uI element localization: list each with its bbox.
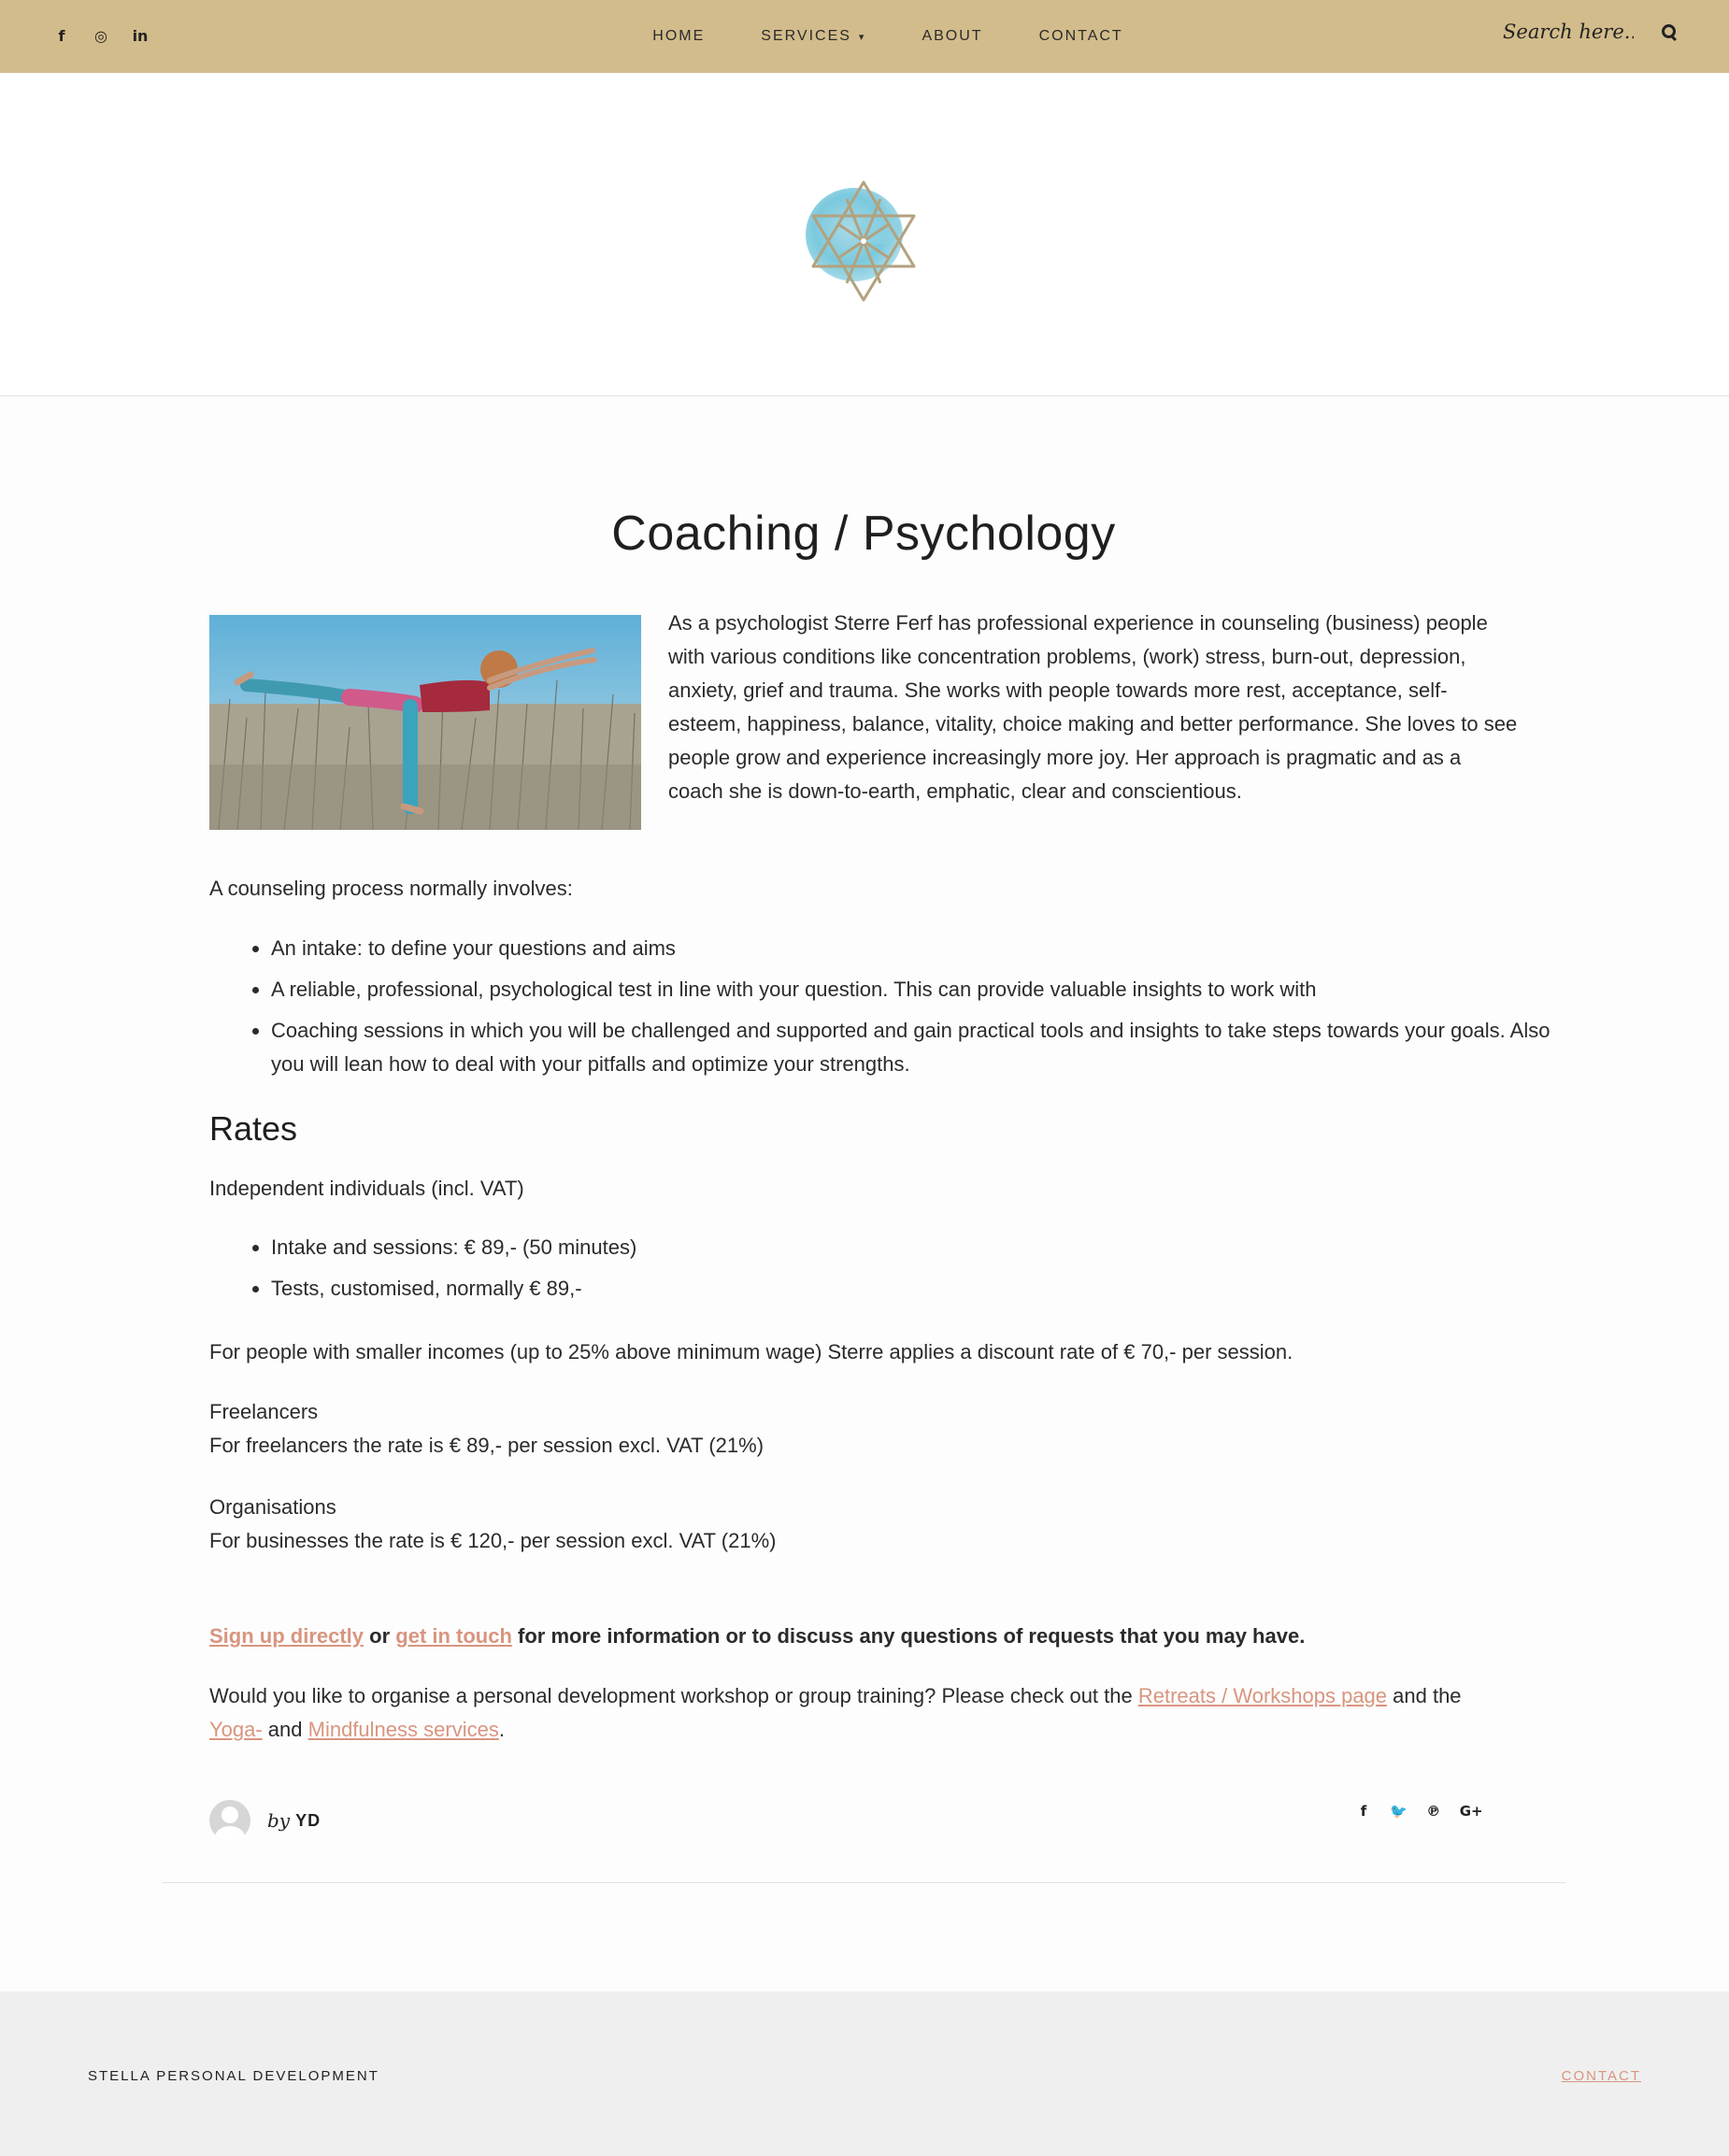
nav-about[interactable]: ABOUT (922, 28, 983, 44)
pinterest-icon[interactable]: ℗ (1426, 1803, 1441, 1820)
list-item: • Intake and sessions: € 89,- (50 minutes) (271, 1231, 636, 1264)
freelancers-label: Freelancers (209, 1400, 319, 1423)
freelancers-rate: For freelancers the rate is € 89,- per session excl. VAT (21%) (209, 1434, 764, 1457)
retreats-workshops-link[interactable]: Retreats / Workshops page (1137, 1684, 1388, 1707)
google-plus-icon[interactable]: G+ (1459, 1803, 1483, 1820)
process-list (209, 932, 1579, 1089)
author-byline (209, 1800, 321, 1841)
byline-by: by (267, 1809, 291, 1832)
organisations-rate: For businesses the rate is € 120,- per session excl. VAT (21%) (209, 1529, 777, 1552)
rates-list (209, 1231, 636, 1313)
discount-text: For people with smaller incomes (up to 25% above minimum wage) Sterre applies a discount rate of € 70,- per session. (209, 1340, 1293, 1364)
signup-rest: for more information or to discuss any questions of requests that you may have. (511, 1624, 1306, 1648)
site-logo-icon[interactable] (789, 171, 938, 311)
top-bar (0, 0, 1729, 73)
instagram-icon[interactable]: ◎ (94, 26, 107, 45)
author-name[interactable]: YD (295, 1810, 322, 1830)
workshop-mid2: and (262, 1718, 308, 1741)
yoga-link[interactable]: Yoga- (209, 1718, 263, 1741)
workshop-paragraph (209, 1679, 1518, 1747)
search-box (1503, 21, 1677, 43)
search-input[interactable] (1503, 21, 1634, 43)
content-divider (163, 1882, 1566, 1883)
freelancers-block (209, 1395, 764, 1463)
logo-band (0, 73, 1729, 396)
workshop-end: . (498, 1718, 505, 1741)
nav-services-label: SERVICES (761, 28, 851, 44)
list-item: • Tests, customised, normally € 89,- (271, 1272, 636, 1306)
facebook-icon[interactable]: f (58, 26, 65, 45)
footer (0, 1992, 1729, 2156)
organisations-label: Organisations (209, 1495, 336, 1519)
mindfulness-link[interactable]: Mindfulness services (307, 1718, 499, 1741)
main-nav (0, 0, 1729, 73)
list-item: • Coaching sessions in which you will be challenged and supported and gain practical tools and insights to take steps towards your goals. Also you will lean how to deal with your pitfalls and optimize your strengths. (271, 1014, 1579, 1081)
yoga-photo (209, 615, 641, 830)
facebook-icon[interactable]: f (1360, 1803, 1367, 1820)
organisations-block (209, 1491, 777, 1558)
footer-brand: STELLA PERSONAL DEVELOPMENT (88, 2068, 379, 2084)
chevron-down-icon: ▾ (858, 31, 866, 43)
linkedin-icon[interactable]: in (132, 26, 149, 45)
independent-label: Independent individuals (incl. VAT) (209, 1177, 524, 1200)
nav-services[interactable] (761, 28, 865, 45)
nav-home[interactable]: HOME (652, 28, 706, 44)
list-item: • A reliable, professional, psychological test in line with your question. This can provide valuable insights to work with (271, 973, 1579, 1007)
workshop-pre: Would you like to organise a personal development workshop or group training? Please check out the (209, 1684, 1138, 1707)
intro-paragraph: As a psychologist Sterre Ferf has professional experience in counseling (business) people with various conditions like concentration problems, (work) stress, burn-out, depression, anxiety, grief and trauma. She works with people towards more rest, acceptance, self-esteem, happiness, balance, vitality, choice making and better performance. She loves to see people grow and experience increasingly more joy. Her approach is pragmatic and as a coach she is down-to-earth, emphatic, clear and conscientious. (668, 611, 1518, 803)
workshop-mid1: and the (1387, 1684, 1462, 1707)
footer-contact-link[interactable]: CONTACT (1561, 2068, 1641, 2084)
get-in-touch-link[interactable]: get in touch (395, 1624, 512, 1648)
share-buttons (1356, 1803, 1483, 1820)
search-icon[interactable] (1662, 24, 1677, 39)
sign-up-link[interactable]: Sign up directly (209, 1624, 364, 1648)
list-item: • An intake: to define your questions and aims (271, 932, 1579, 965)
rates-heading: Rates (209, 1109, 298, 1148)
page-title: Coaching / Psychology (611, 507, 1116, 561)
twitter-icon[interactable]: 🐦 (1390, 1803, 1407, 1820)
involves-text: A counseling process normally involves: (209, 877, 573, 900)
signup-or: or (364, 1624, 396, 1648)
nav-contact[interactable]: CONTACT (1038, 28, 1123, 44)
signup-callout (209, 1620, 1305, 1653)
avatar (209, 1800, 250, 1841)
